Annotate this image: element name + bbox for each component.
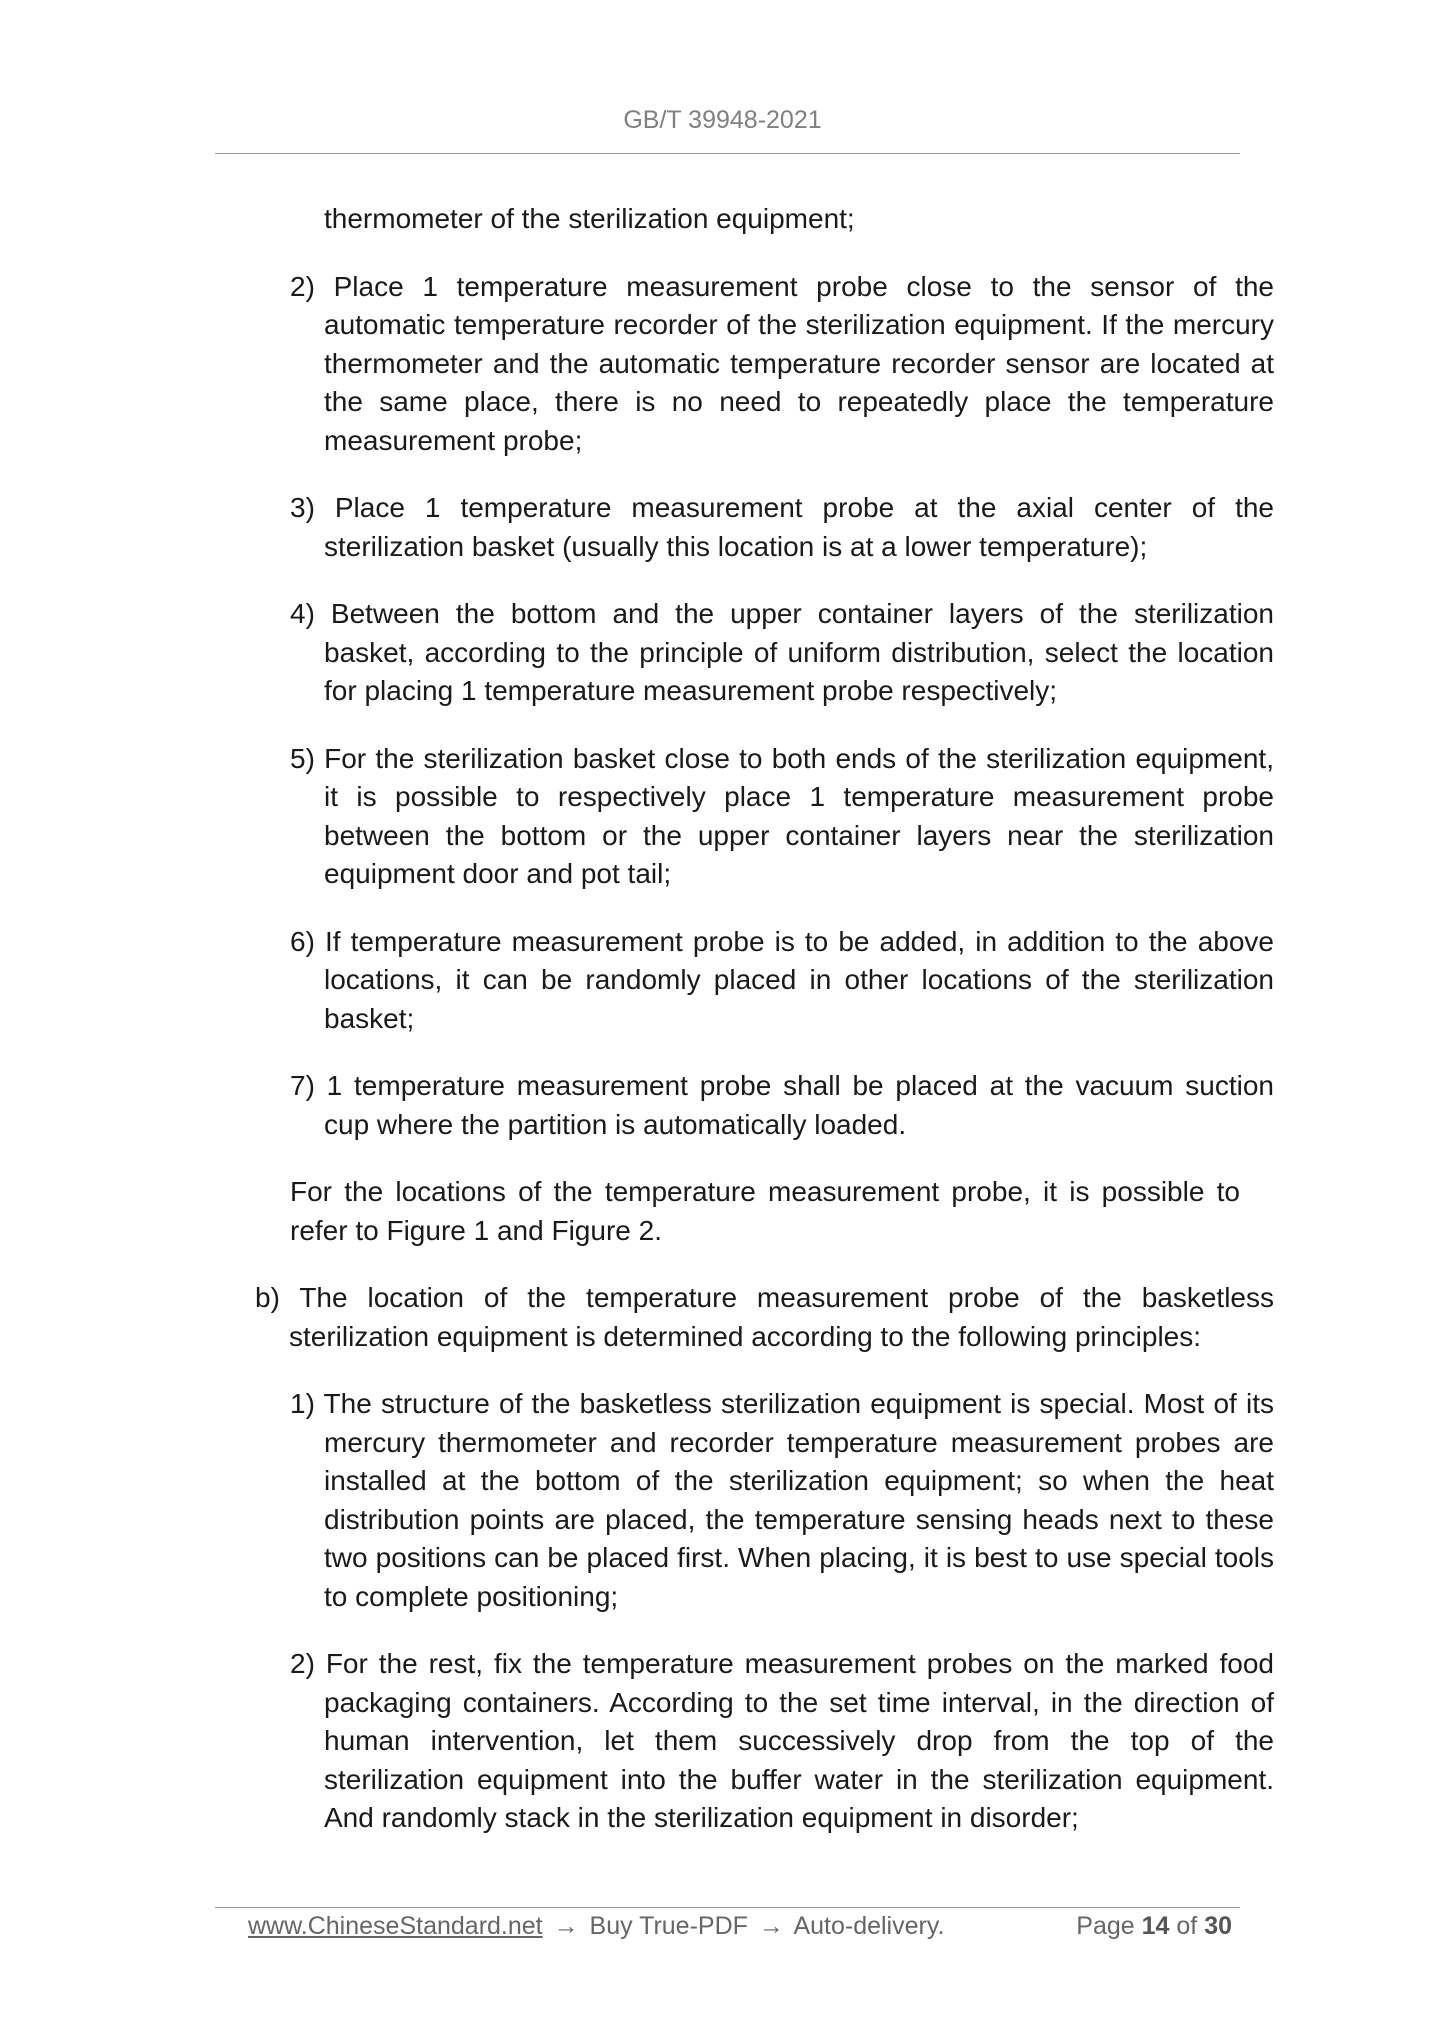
document-id-header: GB/T 39948-2021 [623, 106, 822, 134]
document-body [0, 200, 1445, 1867]
list-item-7: 7) 1 temperature measurement probe shall be placed at the vacuum suction cup where the partition is automatically loaded. [290, 1070, 1274, 1140]
page-current: 14 [1141, 1912, 1170, 1940]
page-total: 30 [1204, 1912, 1232, 1940]
continued-item-text: thermometer of the sterilization equipment; [324, 203, 855, 234]
auto-delivery-text: Auto-delivery. [793, 1912, 945, 1940]
list-item-3: 3) Place 1 temperature measurement probe at the axial center of the sterilization basket (usually this location is at a lower temperature); [290, 492, 1274, 562]
arrow-right-icon: → [553, 1912, 579, 1940]
sublist-item-b1: 1) The structure of the basketless sterilization equipment is special. Most of its mercury thermometer and recorder temperature measurement probes are installed at the bottom of the sterilization equipment; so when the heat distribution points are placed, the temperature sensing heads next to these two positions can be placed first. When placing, it is best to use special tools to complete positioning; [290, 1388, 1274, 1612]
footer-divider [215, 1907, 1240, 1908]
list-item-5: 5) For the sterilization basket close to both ends of the sterilization equipment, it is possible to respectively place 1 temperature measurement probe between the bottom or the upper container layers near the sterilization equipment door and pot tail; [290, 742, 1274, 889]
page-label: Page [1076, 1912, 1135, 1940]
figure-reference-note: For the locations of the temperature measurement probe, it is possible to refer to Figure 1 and Figure 2. [290, 1176, 1240, 1246]
header-divider [215, 153, 1240, 154]
site-link[interactable]: www.ChineseStandard.net [248, 1912, 543, 1940]
buy-pdf-text: Buy True-PDF [589, 1912, 748, 1940]
page-number [1076, 1912, 1232, 1941]
page-footer [248, 1912, 1238, 1952]
list-item-4: 4) Between the bottom and the upper container layers of the sterilization basket, according to the principle of uniform distribution, select the location for placing 1 temperature measurement probe respectively; [290, 598, 1274, 706]
list-item-2: 2) Place 1 temperature measurement probe close to the sensor of the automatic temperature recorder of the sterilization equipment. If the mercury thermometer and the automatic temperature recorder sensor are located at the same place, there is no need to repeatedly place the temperature measurement probe; [290, 270, 1274, 456]
list-item-b: b) The location of the temperature measurement probe of the basketless sterilization equipment is determined according to the following principles: [255, 1282, 1274, 1352]
page-of: of [1176, 1912, 1198, 1940]
list-item-6: 6) If temperature measurement probe is to be added, in addition to the above locations, it can be randomly placed in other locations of the sterilization basket; [290, 925, 1274, 1034]
sublist-item-b2: 2) For the rest, fix the temperature measurement probes on the marked food packaging containers. According to the set time interval, in the direction of human intervention, let them successively drop from the top of the sterilization equipment into the buffer water in the sterilization equipment. And randomly stack in the sterilization equipment in disorder; [290, 1648, 1274, 1833]
arrow-right-icon: → [758, 1912, 784, 1940]
